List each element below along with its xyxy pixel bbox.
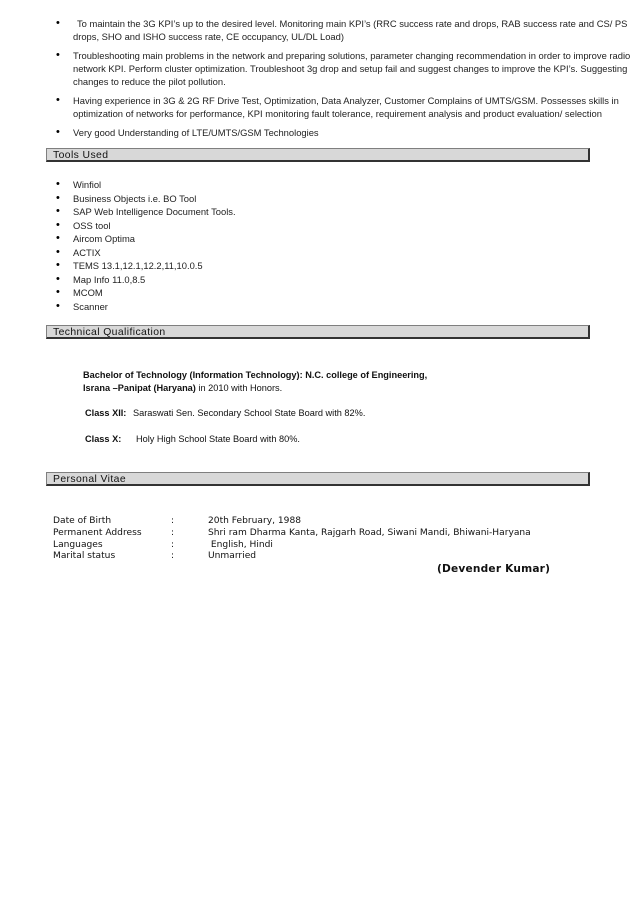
bullet-icon: • bbox=[56, 218, 60, 231]
degree-line-2 bbox=[83, 382, 282, 395]
bullet-icon: • bbox=[56, 126, 60, 138]
detail-value: Shri ram Dharma Kanta, Rajgarh Road, Siwani Mandi, Bhiwani-Haryana bbox=[208, 527, 531, 538]
tools-section-header bbox=[46, 148, 590, 162]
list-item-text: Winfiol bbox=[73, 179, 102, 190]
list-item-text: SAP Web Intelligence Document Tools. bbox=[73, 206, 236, 218]
list-item-text: Map Info 11.0,8.5 bbox=[73, 273, 146, 285]
class-x-row bbox=[85, 433, 121, 446]
detail-separator: : bbox=[171, 527, 175, 538]
list-item-text: Business Objects i.e. BO Tool bbox=[73, 192, 197, 204]
list-item bbox=[56, 245, 373, 260]
list-item bbox=[56, 205, 373, 219]
section-title: Personal Vitae bbox=[53, 474, 126, 485]
list-item bbox=[56, 17, 633, 43]
detail-row-address bbox=[53, 528, 593, 540]
list-item-text: MCOM bbox=[73, 287, 103, 299]
list-item-text: Scanner bbox=[73, 300, 108, 312]
list-item-text: Aircom Optima bbox=[73, 233, 135, 245]
list-item-text: Having experience in 3G & 2G RF Drive Test, Optimization, Data Analyzer, Customer Complains of UMTS/GSM. Possesses skills in optimization of networks for performance, KPI monitoring fault tolerance, requirement analysis and product evaluation/ selection bbox=[73, 95, 619, 119]
list-item-text: To maintain the 3G KPI’s up to the desired level. Monitoring main KPI’s (RRC success rate and drops, RAB success rate and CS/ PS drops, SHO and ISHO success rate, CE occupancy, UL/DL Load) bbox=[73, 18, 628, 42]
class-x-label: Class X: bbox=[85, 434, 122, 444]
bullet-icon: • bbox=[56, 191, 60, 204]
personal-section-header bbox=[46, 472, 590, 486]
technical-section-header bbox=[46, 325, 590, 339]
list-item bbox=[56, 299, 373, 314]
detail-separator: : bbox=[171, 551, 175, 562]
class-xii-value: Saraswati Sen. Secondary School State Board with 82%. bbox=[133, 408, 366, 418]
detail-value: English, Hindi bbox=[208, 539, 273, 550]
class-xii-row bbox=[85, 407, 126, 420]
list-item bbox=[56, 94, 633, 120]
bullet-icon: • bbox=[56, 17, 60, 29]
detail-label: Languages bbox=[53, 539, 103, 550]
detail-separator: : bbox=[171, 516, 175, 526]
degree-location: Israna –Panipat (Haryana) bbox=[83, 383, 196, 393]
list-item-text: TEMS 13.1,12.1,12.2,11,10.0.5 bbox=[73, 260, 203, 272]
list-item-text: Troubleshooting main problems in the network and preparing solutions, parameter changing recommendation in order to improve radio network KPI. Perform cluster optimization. Troubleshoot 3g drop and setup fail and suggest changes to improve the KPI’s. Suggesting changes to reduce the pilot pollution. bbox=[73, 50, 631, 87]
detail-label: Permanent Address bbox=[53, 527, 142, 538]
list-item bbox=[56, 191, 373, 206]
bullet-icon: • bbox=[56, 205, 60, 218]
section-title: Technical Qualification bbox=[53, 327, 166, 338]
bullet-icon: • bbox=[56, 272, 60, 285]
detail-label: Marital status bbox=[53, 551, 116, 562]
bullet-icon: • bbox=[56, 178, 60, 190]
detail-row-dob bbox=[53, 516, 593, 528]
tools-list bbox=[56, 178, 373, 313]
personal-details bbox=[53, 516, 593, 563]
detail-row-languages bbox=[53, 540, 593, 552]
detail-row-marital-status bbox=[53, 551, 593, 563]
signature-name: (Devender Kumar) bbox=[437, 563, 551, 575]
class-x-value: Holy High School State Board with 80%. bbox=[136, 434, 300, 444]
bullet-icon: • bbox=[56, 286, 60, 299]
bullet-icon: • bbox=[56, 299, 60, 312]
detail-value: Unmarried bbox=[208, 551, 257, 562]
list-item bbox=[56, 286, 373, 300]
list-item bbox=[56, 232, 373, 246]
bullet-icon: • bbox=[56, 49, 60, 61]
bullet-icon: • bbox=[56, 259, 60, 272]
detail-value: 20th February, 1988 bbox=[208, 516, 302, 526]
list-item bbox=[56, 218, 373, 233]
bullet-icon: • bbox=[56, 232, 60, 245]
degree-detail: in 2010 with Honors. bbox=[195, 383, 283, 393]
responsibilities-list bbox=[56, 17, 633, 145]
bullet-icon: • bbox=[56, 94, 60, 106]
class-xii-label: Class XII: bbox=[85, 408, 127, 418]
section-title: Tools Used bbox=[53, 150, 109, 161]
list-item-text: ACTIX bbox=[73, 246, 101, 258]
list-item bbox=[56, 126, 633, 139]
list-item-text: OSS tool bbox=[73, 219, 111, 231]
bullet-icon: • bbox=[56, 245, 60, 258]
degree-line-1 bbox=[83, 369, 427, 382]
detail-separator: : bbox=[171, 539, 175, 550]
list-item-text: Very good Understanding of LTE/UMTS/GSM Technologies bbox=[73, 127, 319, 138]
list-item bbox=[56, 178, 373, 192]
list-item bbox=[56, 272, 373, 287]
list-item bbox=[56, 259, 373, 273]
list-item bbox=[56, 49, 633, 88]
detail-label: Date of Birth bbox=[53, 516, 112, 526]
degree-title: Bachelor of Technology (Information Technology): N.C. college of Engineering, bbox=[83, 370, 428, 380]
